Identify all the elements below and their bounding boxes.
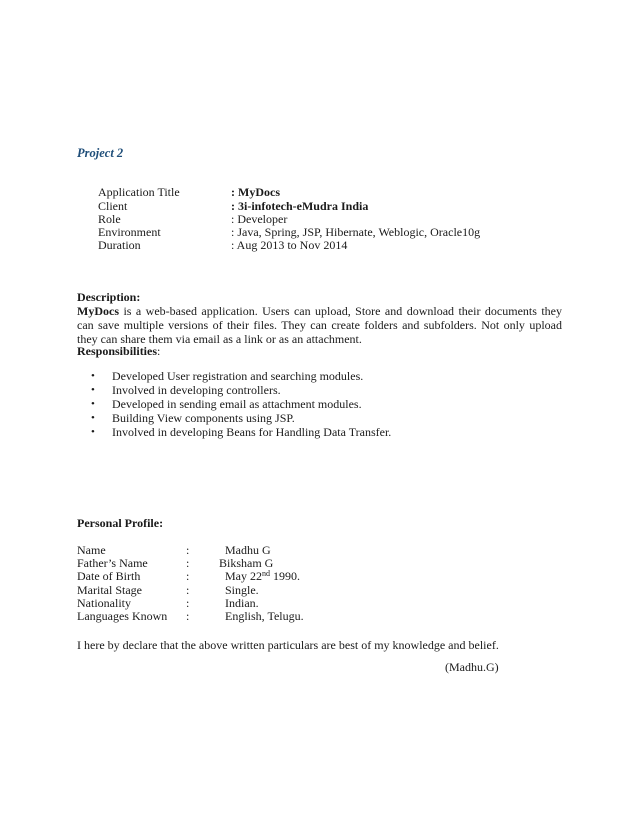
list-item-text: Involved in developing Beans for Handling Data Transfer. [112,425,392,439]
description-text [77,304,562,346]
profile-colon: : [186,596,190,610]
description-app-name: MyDocs [77,304,119,318]
description-body: is a web-based application. Users can upload, Store and download their documents they can save multiple versions of their files. They can create folders and subfolders. Not only upload they can share them via email as a link or as an attachment. [77,304,562,346]
list-item [77,397,391,411]
project-detail-label-application-title: Application Title [98,185,180,199]
profile-label-date-of-birth: Date of Birth [77,569,141,583]
profile-value-name: Madhu G [225,543,271,557]
bullet-icon: • [91,426,95,438]
dob-day: May 22 [225,569,262,583]
responsibilities-heading-text: Responsibilities [77,344,158,358]
project-detail-label-role: Role [98,212,121,226]
project-detail-value-application-title: : MyDocs [231,185,280,199]
list-item [77,411,391,425]
bullet-icon: • [91,370,95,382]
list-item-text: Involved in developing controllers. [112,383,281,397]
list-item [77,425,391,439]
profile-colon: : [186,583,190,597]
declaration-text: I here by declare that the above written particulars are best of my knowledge and belief. [77,638,499,652]
profile-colon: : [186,609,190,623]
project-title: Project 2 [77,146,124,160]
bullet-icon: • [91,412,95,424]
description-section [77,290,562,346]
signature: (Madhu.G) [445,660,499,674]
project-detail-value-duration: : Aug 2013 to Nov 2014 [231,238,348,252]
profile-value-date-of-birth [225,569,300,583]
responsibilities-list [77,369,391,439]
description-heading: Description: [77,290,141,304]
profile-value-languages-known: English, Telugu. [225,609,304,623]
personal-profile-heading: Personal Profile: [77,516,164,530]
project-detail-value-role: : Developer [231,212,288,226]
profile-label-languages-known: Languages Known [77,609,168,623]
profile-value-fathers-name: Biksham G [219,556,274,570]
responsibilities-heading [77,344,160,358]
profile-value-nationality: Indian. [225,596,259,610]
list-item-text: Developed in sending email as attachment modules. [112,397,362,411]
list-item-text: Building View components using JSP. [112,411,295,425]
profile-label-fathers-name: Father’s Name [77,556,148,570]
profile-label-name: Name [77,543,106,557]
profile-colon: : [186,543,190,557]
project-detail-value-environment: : Java, Spring, JSP, Hibernate, Weblogic, Oracle10g [231,225,481,239]
dob-year: 1990. [270,569,300,583]
project-detail-label-duration: Duration [98,238,141,252]
responsibilities-heading-colon: : [157,344,161,358]
dob-ordinal: nd [262,569,270,578]
bullet-icon: • [91,384,95,396]
profile-value-marital-stage: Single. [225,583,259,597]
list-item-text: Developed User registration and searching modules. [112,369,364,383]
profile-colon: : [186,556,190,570]
list-item [77,369,391,383]
profile-label-nationality: Nationality [77,596,131,610]
list-item [77,383,391,397]
profile-colon: : [186,569,190,583]
project-detail-label-client: Client [98,199,128,213]
profile-label-marital-stage: Marital Stage [77,583,142,597]
project-detail-value-client: : 3i-infotech-eMudra India [231,199,369,213]
project-detail-label-environment: Environment [98,225,161,239]
bullet-icon: • [91,398,95,410]
